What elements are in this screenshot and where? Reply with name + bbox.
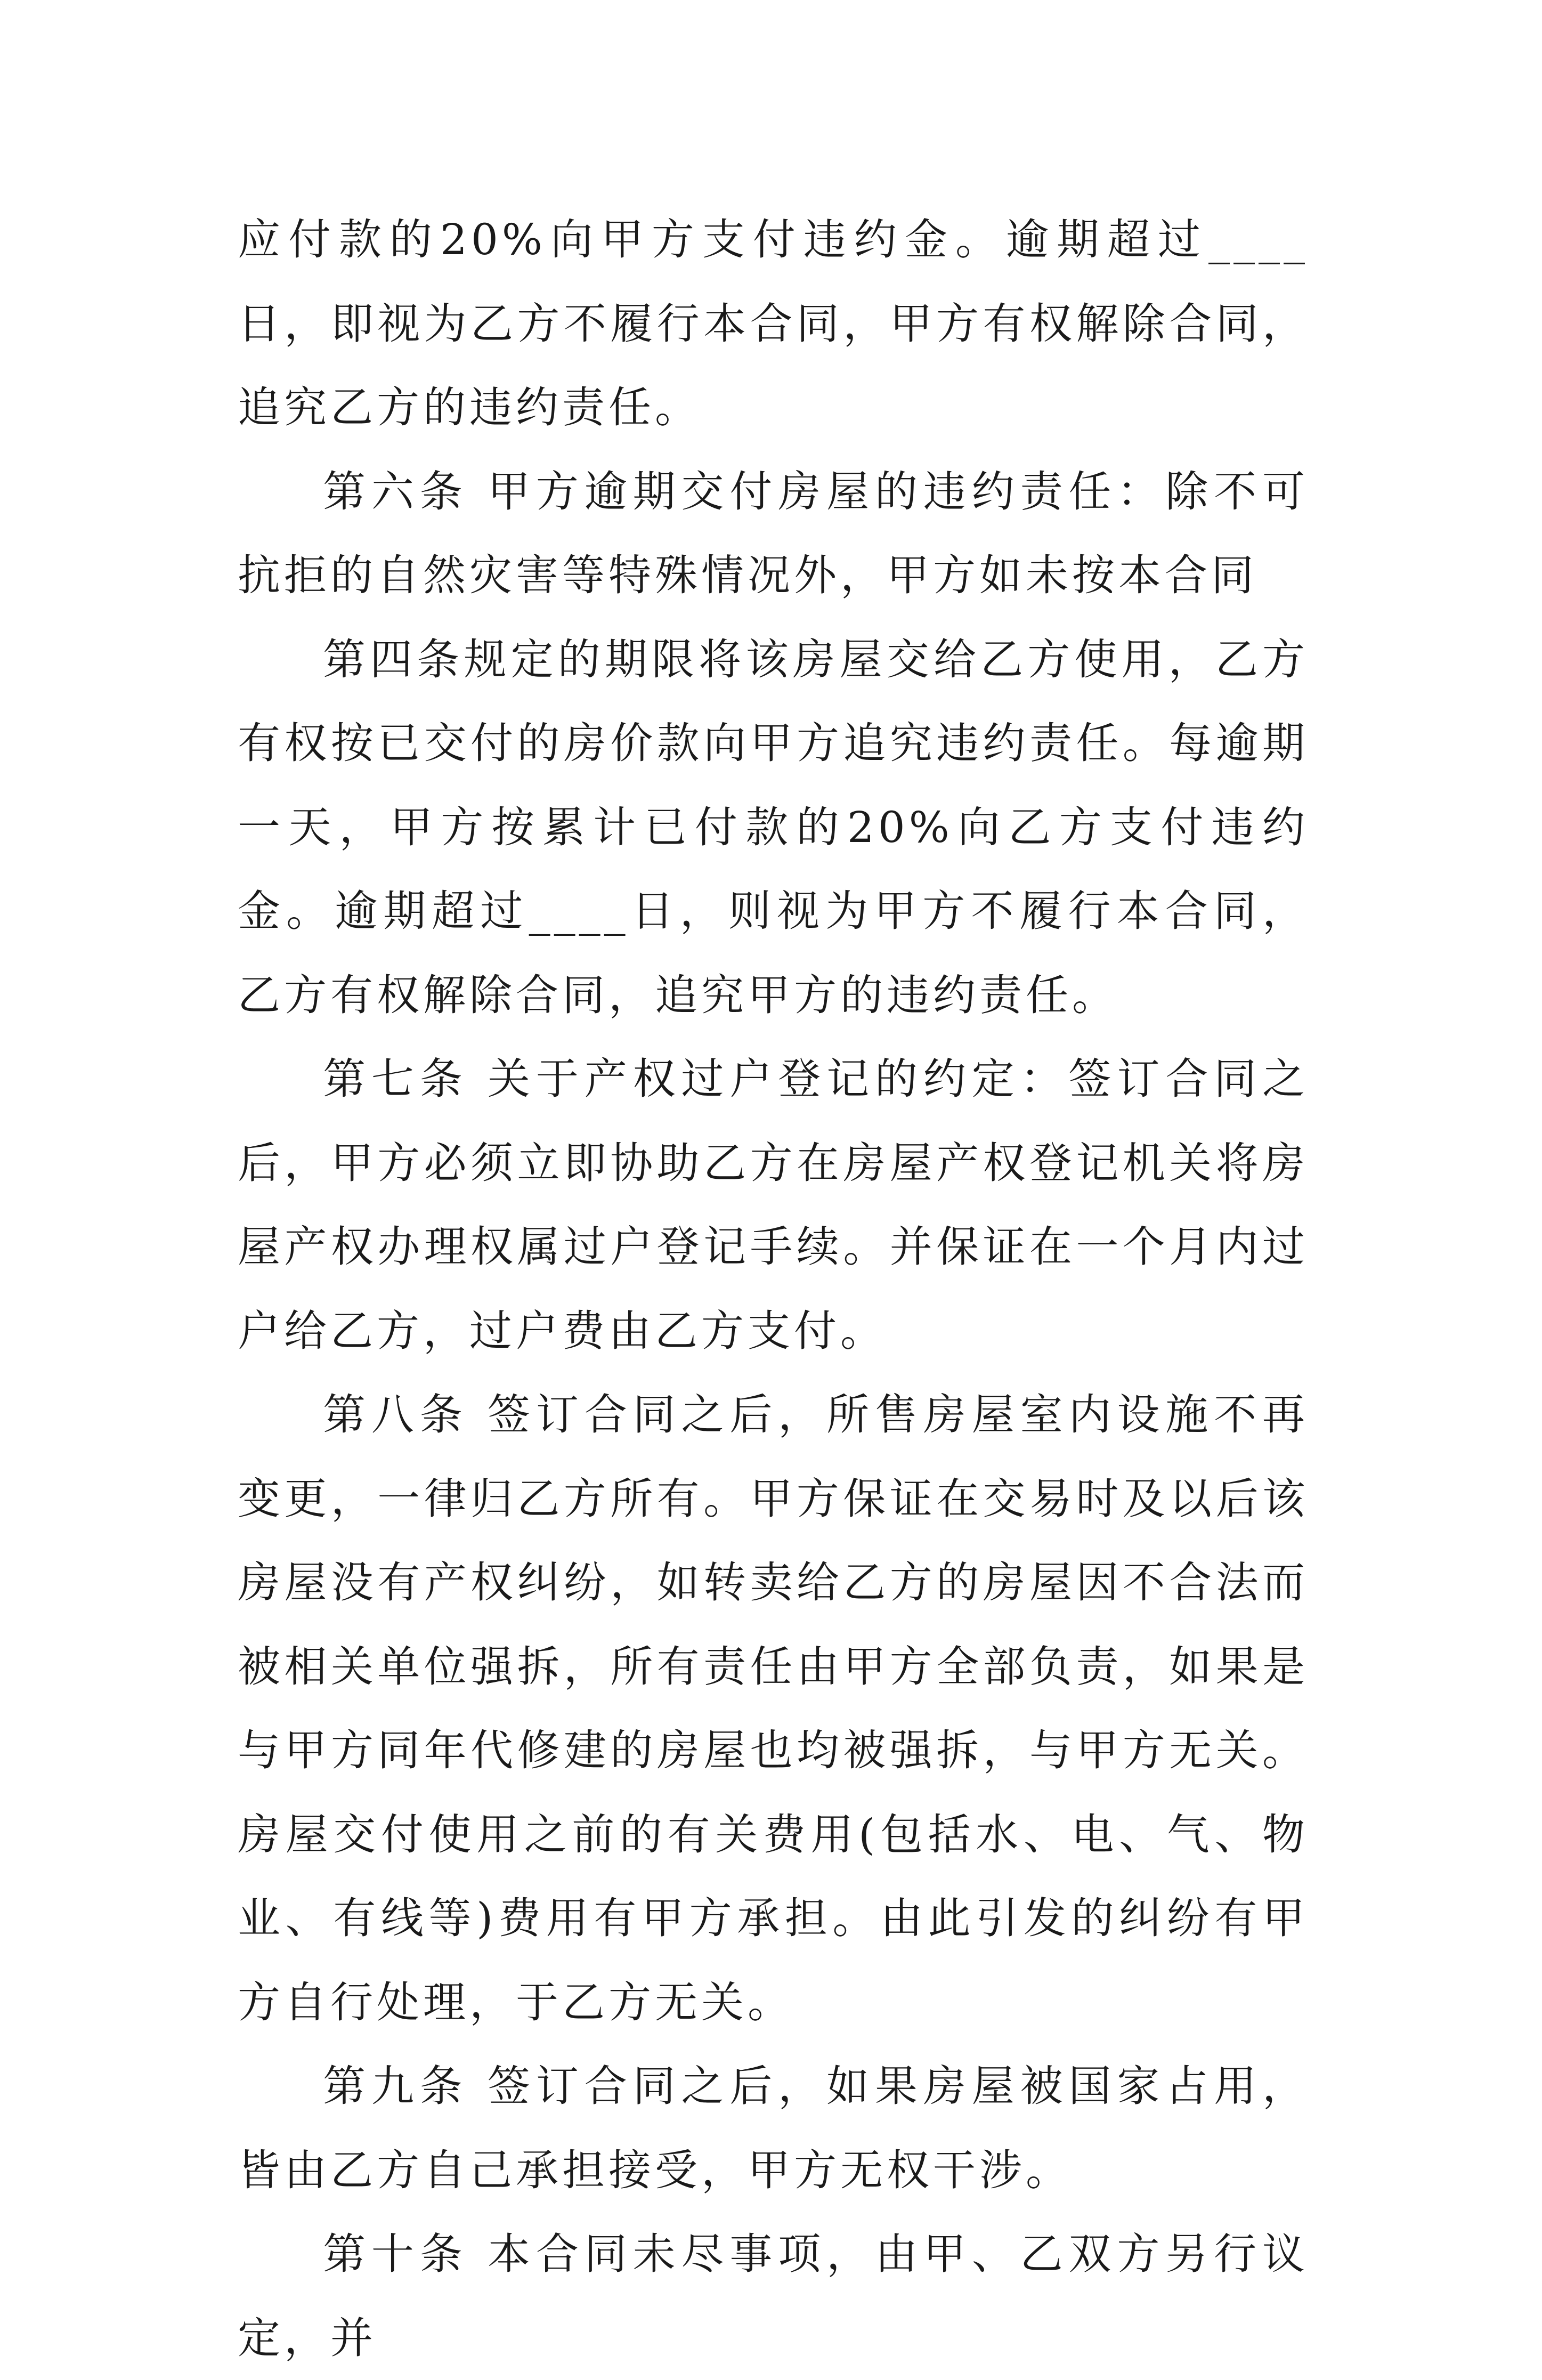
paragraph-article-9: 第九条 签订合同之后，如果房屋被国家占用，皆由乙方自己承担接受，甲方无权干涉。 [238,2061,1309,2195]
paragraph-article-6: 第六条 甲方逾期交付房屋的违约责任：除不可抗拒的自然灾害等特殊情况外，甲方如未按本合同 [238,466,1309,600]
paragraph-continuation: 应付款的20%向甲方支付违约金。逾期超过____日，即视为乙方不履行本合同，甲方有权解除合同，追究乙方的违约责任。 [238,215,1309,432]
paragraph-article-6-continued: 第四条规定的期限将该房屋交给乙方使用，乙方有权按已交付的房价款向甲方追究违约责任。每逾期一天，甲方按累计已付款的20%向乙方支付违约金。逾期超过____日，则视为甲方不履行本合同，乙方有权解除合同，追究甲方的违约责任。 [238,634,1309,1020]
paragraph-article-8: 第八条 签订合同之后，所售房屋室内设施不再变更，一律归乙方所有。甲方保证在交易时及以后该房屋没有产权纠纷，如转卖给乙方的房屋因不合法而被相关单位强拆，所有责任由甲方全部负责，如果是与甲方同年代修建的房屋也均被强拆，与甲方无关。房屋交付使用之前的有关费用(包括水、电、气、物业、有线等)费用有甲方承担。由此引发的纠纷有甲方自行处理，于乙方无关。 [238,1390,1309,2027]
paragraph-article-7: 第七条 关于产权过户登记的约定：签订合同之后，甲方必须立即协助乙方在房屋产权登记机关将房屋产权办理权属过户登记手续。并保证在一个月内过户给乙方，过户费由乙方支付。 [238,1054,1309,1356]
paragraph-article-10: 第十条 本合同未尽事项，由甲、乙双方另行议定，并 [238,2229,1309,2363]
contract-body [238,198,1309,2380]
